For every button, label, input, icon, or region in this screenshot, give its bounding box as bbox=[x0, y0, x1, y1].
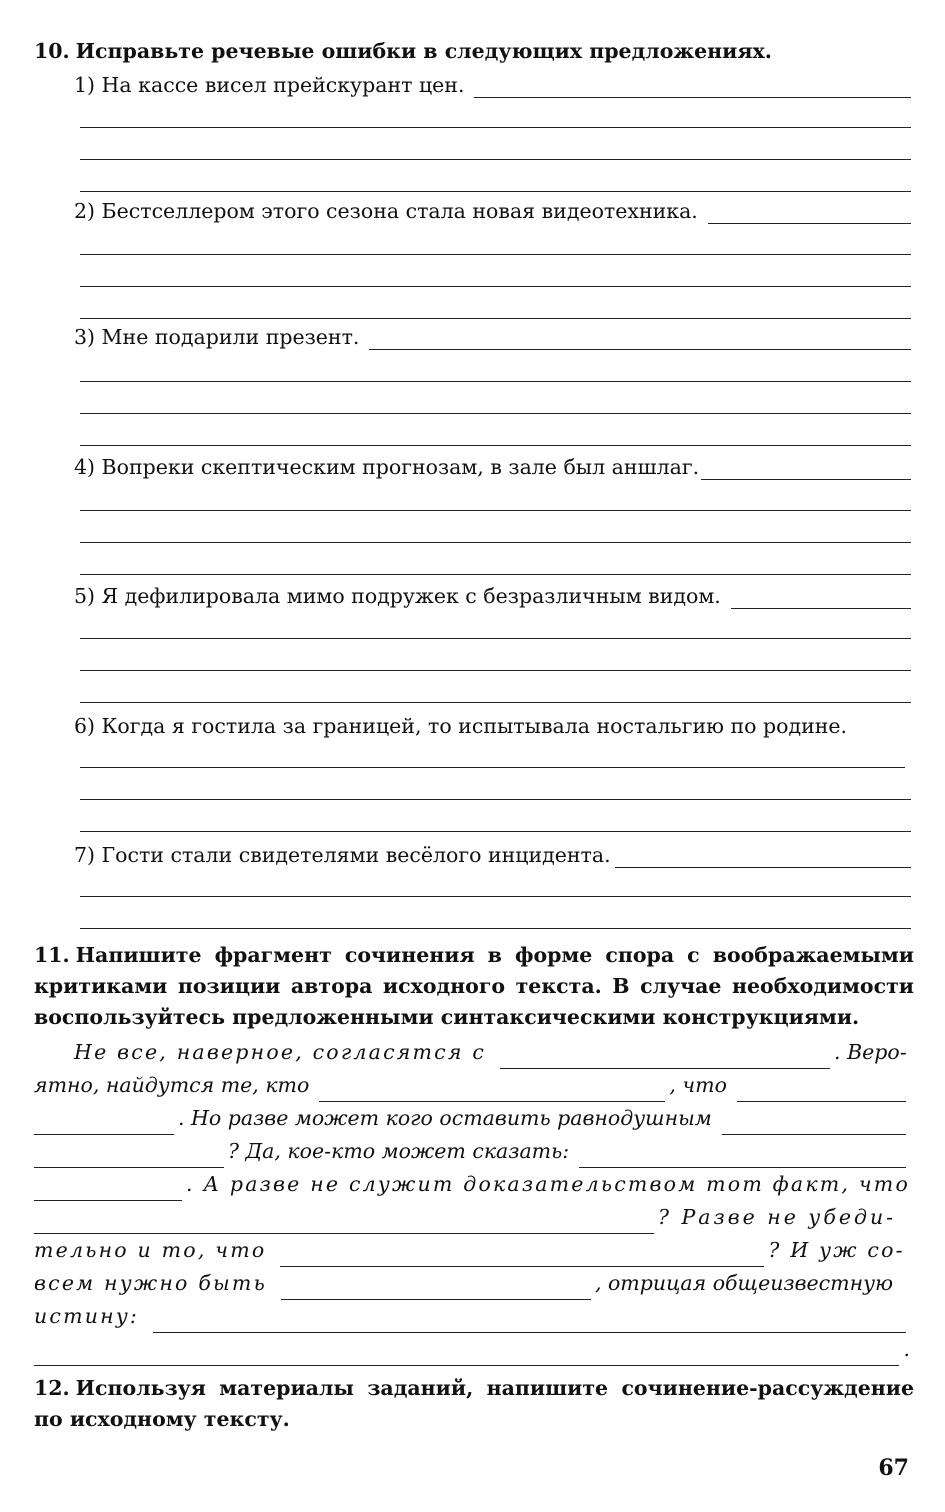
task-11-title: Напишите фрагмент сочинения в форме спора с воображаемыми критиками позиции автора исходного текста. В случае необходимости воспользуйтесь предложенными синтаксическими конструкциями. bbox=[34, 943, 914, 1029]
answer-line[interactable] bbox=[80, 191, 911, 192]
answer-line[interactable] bbox=[500, 1046, 830, 1069]
answer-line[interactable] bbox=[319, 1079, 665, 1102]
answer-line[interactable] bbox=[615, 849, 911, 868]
task-10-title: Исправьте речевые ошибки в следующих предложениях. bbox=[75, 39, 772, 63]
answer-line[interactable] bbox=[80, 702, 911, 703]
task-10-item-2: 2) Бестселлером этого сезона стала новая видеотехника. bbox=[74, 198, 911, 224]
answer-line[interactable] bbox=[80, 159, 911, 160]
answer-line[interactable] bbox=[34, 1112, 174, 1135]
task-10-item-1: 1) На кассе висел прейскурант цен. bbox=[74, 72, 911, 98]
answer-line[interactable] bbox=[737, 1079, 906, 1102]
task-12-heading bbox=[34, 1373, 914, 1435]
task-12-number: 12. bbox=[34, 1376, 70, 1400]
answer-line[interactable] bbox=[80, 799, 911, 800]
answer-line[interactable] bbox=[369, 331, 911, 350]
task-11-heading bbox=[34, 940, 914, 1033]
task-10-number: 10. bbox=[34, 39, 70, 63]
answer-line[interactable] bbox=[80, 928, 911, 929]
task-10-item-6: 6) Когда я гостила за границей, то испытывала ностальгию по родине. bbox=[74, 714, 848, 738]
answer-line[interactable] bbox=[80, 318, 911, 319]
answer-line[interactable] bbox=[708, 205, 911, 224]
answer-line[interactable] bbox=[80, 574, 911, 575]
answer-line[interactable] bbox=[80, 542, 911, 543]
task-12-title: Используя материалы заданий, напишите сочинение-рассуждение по исходному тексту. bbox=[34, 1376, 914, 1431]
answer-line[interactable] bbox=[722, 1112, 906, 1135]
task-10-item-7: 7) Гости стали свидетелями весёлого инцидента. bbox=[74, 842, 911, 868]
task-10-heading bbox=[34, 36, 914, 67]
task-10-item-5: 5) Я дефилировала мимо подружек с безразличным видом. bbox=[74, 583, 911, 609]
answer-line[interactable] bbox=[80, 510, 911, 511]
answer-line[interactable] bbox=[701, 461, 911, 480]
answer-line[interactable] bbox=[80, 638, 911, 639]
answer-line[interactable] bbox=[474, 79, 911, 98]
answer-line[interactable] bbox=[80, 286, 911, 287]
answer-line[interactable] bbox=[80, 254, 911, 255]
answer-line[interactable] bbox=[34, 1178, 182, 1201]
task-10-item-3: 3) Мне подарили презент. bbox=[74, 324, 911, 350]
task-11-template: Не все, наверное, согласятся с . Веро- ятно, найдутся те, кто , что . Но разве может кого оставить равнодушным ? Да, кое-кто может сказать: . А разве не служит доказательством тот факт, что ? Разве не убеди- тельно и то, что ? И уж со- всем нужно быть , отрицая общеизвестную истину: . bbox=[34, 1036, 910, 1366]
answer-line[interactable] bbox=[34, 1145, 224, 1168]
answer-line[interactable] bbox=[281, 1277, 591, 1300]
answer-line[interactable] bbox=[731, 590, 911, 609]
answer-line[interactable] bbox=[80, 670, 911, 671]
page-number: 67 bbox=[878, 1455, 909, 1481]
answer-line[interactable] bbox=[80, 381, 911, 382]
answer-line[interactable] bbox=[80, 896, 911, 897]
answer-line[interactable] bbox=[80, 413, 911, 414]
task-10-item-4: 4) Вопреки скептическим прогнозам, в зале был аншлаг. bbox=[74, 454, 911, 480]
answer-line[interactable] bbox=[34, 1343, 899, 1366]
answer-line[interactable] bbox=[579, 1145, 906, 1168]
answer-line[interactable] bbox=[80, 767, 905, 768]
answer-line[interactable] bbox=[153, 1310, 906, 1333]
answer-line[interactable] bbox=[280, 1244, 764, 1267]
task-11-number: 11. bbox=[34, 943, 70, 967]
answer-line[interactable] bbox=[80, 127, 911, 128]
answer-line[interactable] bbox=[80, 445, 911, 446]
answer-line[interactable] bbox=[34, 1211, 654, 1234]
answer-line[interactable] bbox=[80, 831, 911, 832]
